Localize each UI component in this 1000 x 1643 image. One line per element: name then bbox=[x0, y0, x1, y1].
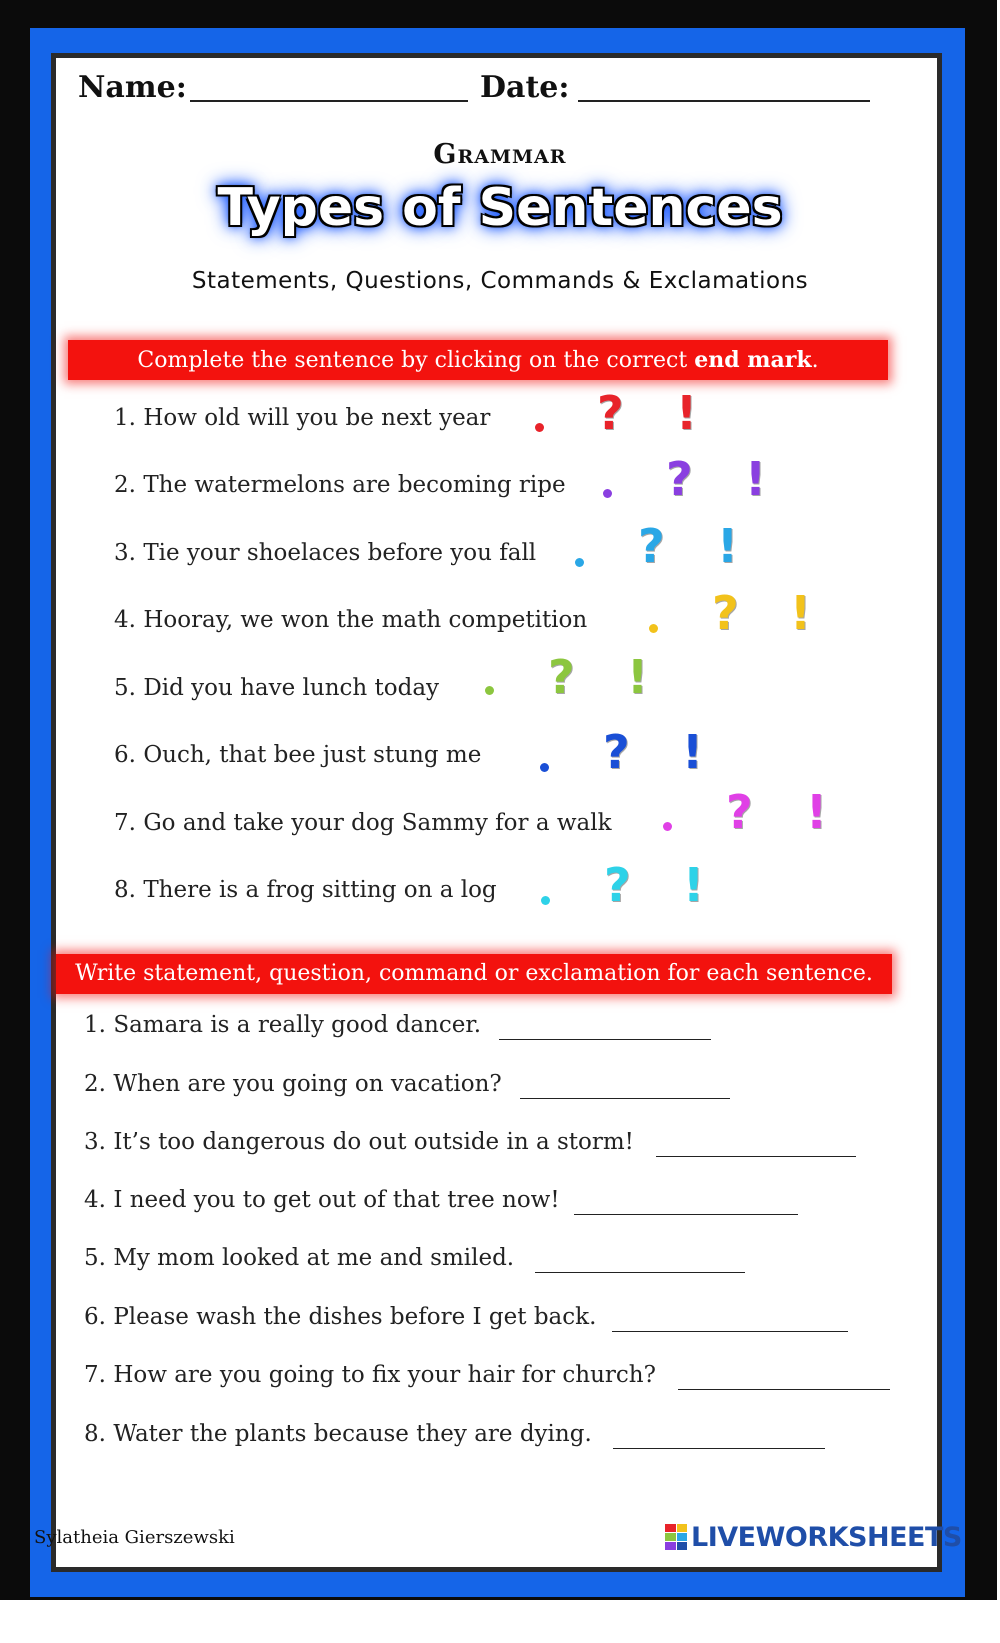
page-title: Types of Sentences bbox=[217, 178, 783, 238]
exclamation-mark-3[interactable]: ! bbox=[717, 519, 738, 573]
sentence-item-2: 2. The watermelons are becoming ripe bbox=[114, 472, 566, 498]
classify-item-1: 1. Samara is a really good dancer. bbox=[84, 1012, 482, 1038]
date-field[interactable] bbox=[578, 100, 870, 102]
sentence-item-6: 6. Ouch, that bee just stung me bbox=[114, 742, 482, 768]
question-mark-6[interactable]: ? bbox=[603, 725, 630, 779]
sentence-item-3: 3. Tie your shoelaces before you fall bbox=[114, 540, 537, 566]
classify-item-6: 6. Please wash the dishes before I get back. bbox=[84, 1304, 597, 1330]
answer-field-5[interactable] bbox=[535, 1248, 745, 1273]
question-mark-2[interactable]: ? bbox=[666, 452, 693, 506]
classify-item-5: 5. My mom looked at me and smiled. bbox=[84, 1245, 515, 1271]
period-mark-1[interactable] bbox=[535, 423, 544, 432]
instruction-banner-2: Write statement, question, command or exclamation for each sentence. bbox=[56, 954, 892, 994]
sentence-item-4: 4. Hooray, we won the math competition bbox=[114, 607, 588, 633]
exclamation-mark-2[interactable]: ! bbox=[745, 452, 766, 506]
sentence-item-5: 5. Did you have lunch today bbox=[114, 675, 440, 701]
period-mark-8[interactable] bbox=[541, 896, 550, 905]
name-field[interactable] bbox=[190, 100, 468, 102]
classify-item-7: 7. How are you going to fix your hair for church? bbox=[84, 1362, 656, 1388]
question-mark-8[interactable]: ? bbox=[604, 858, 631, 912]
answer-field-8[interactable] bbox=[613, 1424, 825, 1449]
answer-field-6[interactable] bbox=[612, 1307, 848, 1332]
instruction-banner-1 bbox=[68, 340, 888, 380]
period-mark-2[interactable] bbox=[603, 489, 612, 498]
period-mark-6[interactable] bbox=[540, 763, 549, 772]
instruction-text: Complete the sentence by clicking on the correct bbox=[137, 348, 695, 373]
author-credit: Sylatheia Gierszewski bbox=[34, 1527, 235, 1548]
sentence-item-1: 1. How old will you be next year bbox=[114, 405, 491, 431]
brand-name: LIVEWORKSHEETS bbox=[691, 1521, 962, 1553]
answer-field-1[interactable] bbox=[499, 1015, 711, 1040]
answer-field-7[interactable] bbox=[678, 1365, 890, 1390]
period-mark-7[interactable] bbox=[663, 822, 672, 831]
period-mark-5[interactable] bbox=[485, 686, 494, 695]
question-mark-7[interactable]: ? bbox=[726, 785, 753, 839]
question-mark-4[interactable]: ? bbox=[712, 586, 739, 640]
subject-heading: Grammar bbox=[433, 139, 567, 170]
liveworksheets-icon bbox=[665, 1524, 687, 1550]
exclamation-mark-4[interactable]: ! bbox=[790, 586, 811, 640]
question-mark-5[interactable]: ? bbox=[548, 650, 575, 704]
classify-item-4: 4. I need you to get out of that tree now! bbox=[84, 1187, 560, 1213]
sentence-item-7: 7. Go and take your dog Sammy for a walk bbox=[114, 810, 612, 836]
period-mark-4[interactable] bbox=[649, 624, 658, 633]
exclamation-mark-1[interactable]: ! bbox=[676, 386, 697, 440]
name-label: Name: bbox=[78, 70, 187, 105]
exclamation-mark-5[interactable]: ! bbox=[627, 650, 648, 704]
answer-field-4[interactable] bbox=[574, 1190, 798, 1215]
exclamation-mark-8[interactable]: ! bbox=[683, 858, 704, 912]
question-mark-3[interactable]: ? bbox=[638, 519, 665, 573]
classify-item-3: 3. It’s too dangerous do out outside in a storm! bbox=[84, 1129, 634, 1155]
exclamation-mark-7[interactable]: ! bbox=[806, 785, 827, 839]
classify-item-2: 2. When are you going on vacation? bbox=[84, 1071, 502, 1097]
brand-logo[interactable] bbox=[665, 1522, 962, 1552]
exclamation-mark-6[interactable]: ! bbox=[682, 725, 703, 779]
answer-field-2[interactable] bbox=[520, 1074, 730, 1099]
page-subtitle: Statements, Questions, Commands & Exclamations bbox=[191, 268, 809, 294]
instruction-end: . bbox=[811, 348, 819, 373]
instruction-bold: end mark bbox=[694, 347, 812, 373]
sentence-item-8: 8. There is a frog sitting on a log bbox=[114, 877, 497, 903]
date-label: Date: bbox=[480, 70, 570, 105]
question-mark-1[interactable]: ? bbox=[597, 386, 624, 440]
period-mark-3[interactable] bbox=[575, 558, 584, 567]
classify-item-8: 8. Water the plants because they are dying. bbox=[84, 1421, 592, 1447]
answer-field-3[interactable] bbox=[656, 1132, 856, 1157]
